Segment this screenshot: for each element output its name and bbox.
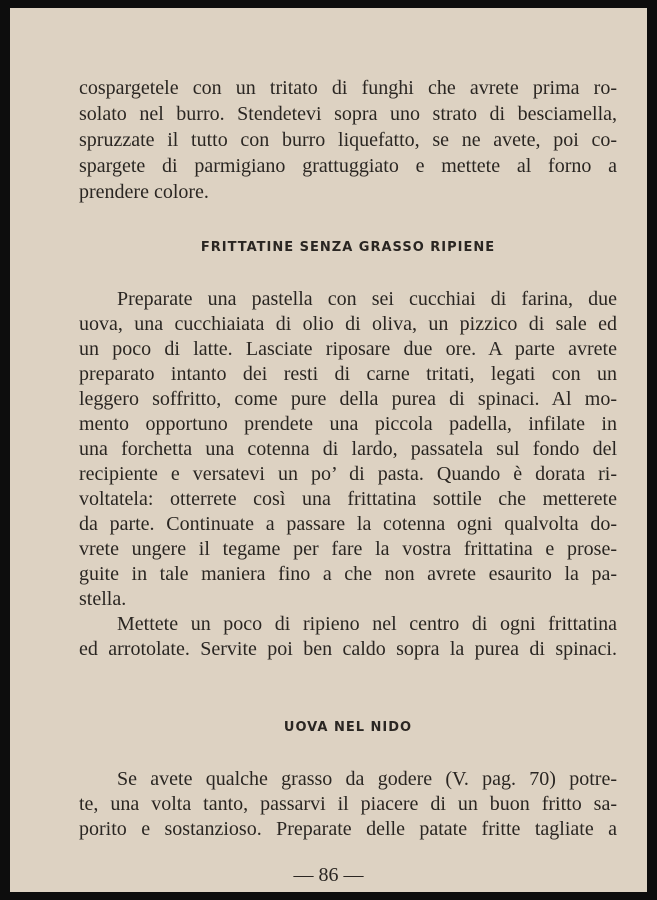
text-line: Mettete un poco di ripieno nel centro di ogni frittatina <box>117 613 617 635</box>
text-line: spargete di parmigiano grattuggiato e mettete al forno a <box>79 155 617 177</box>
text-line: cospargetele con un tritato di funghi che avrete prima ro- <box>79 77 617 99</box>
text-line: Preparate una pastella con sei cucchiai di farina, due <box>117 288 617 310</box>
text-line: preparato intanto dei resti di carne tritati, legati con un <box>79 363 617 385</box>
text-line: stella. <box>79 588 127 610</box>
text-line: te, una volta tanto, passarvi il piacere di un buon fritto sa- <box>79 793 617 815</box>
text-line: recipiente e versatevi un po’ di pasta. Quando è dorata ri- <box>79 463 617 485</box>
text-line: prendere colore. <box>79 181 209 203</box>
text-line: voltatela: otterrete così una frittatina sottile che metterete <box>79 488 617 510</box>
text-line: spruzzate il tutto con burro liquefatto, se ne avete, poi co- <box>79 129 617 151</box>
text-line: mento opportuno prendete una piccola padella, infilate in <box>79 413 617 435</box>
text-line: vrete ungere il tegame per fare la vostra frittatina e prose- <box>79 538 617 560</box>
text-line: Se avete qualche grasso da godere (V. pag. 70) potre- <box>117 768 617 790</box>
text-line: guite in tale maniera fino a che non avrete esaurito la pa- <box>79 563 617 585</box>
section-heading: FRITTATINE SENZA GRASSO RIPIENE <box>200 240 496 255</box>
text-line: uova, una cucchiaiata di olio di oliva, un pizzico di sale ed <box>79 313 617 335</box>
text-line: un poco di latte. Lasciate riposare due ore. A parte avrete <box>79 338 617 360</box>
text-line: leggero soffritto, come pure della purea di spinaci. Al mo- <box>79 388 617 410</box>
text-line: una forchetta una cotenna di lardo, passatela sul fondo del <box>79 438 617 460</box>
text-line: ed arrotolate. Servite poi ben caldo sopra la purea di spinaci. <box>79 638 617 660</box>
page-number: — 86 — <box>293 864 364 886</box>
text-line: da parte. Continuate a passare la cotenna ogni qualvolta do- <box>79 513 617 535</box>
text-line: solato nel burro. Stendetevi sopra uno strato di besciamella, <box>79 103 617 125</box>
text-line: porito e sostanzioso. Preparate delle patate fritte tagliate a <box>79 818 617 840</box>
section-heading: UOVA NEL NIDO <box>283 720 413 735</box>
